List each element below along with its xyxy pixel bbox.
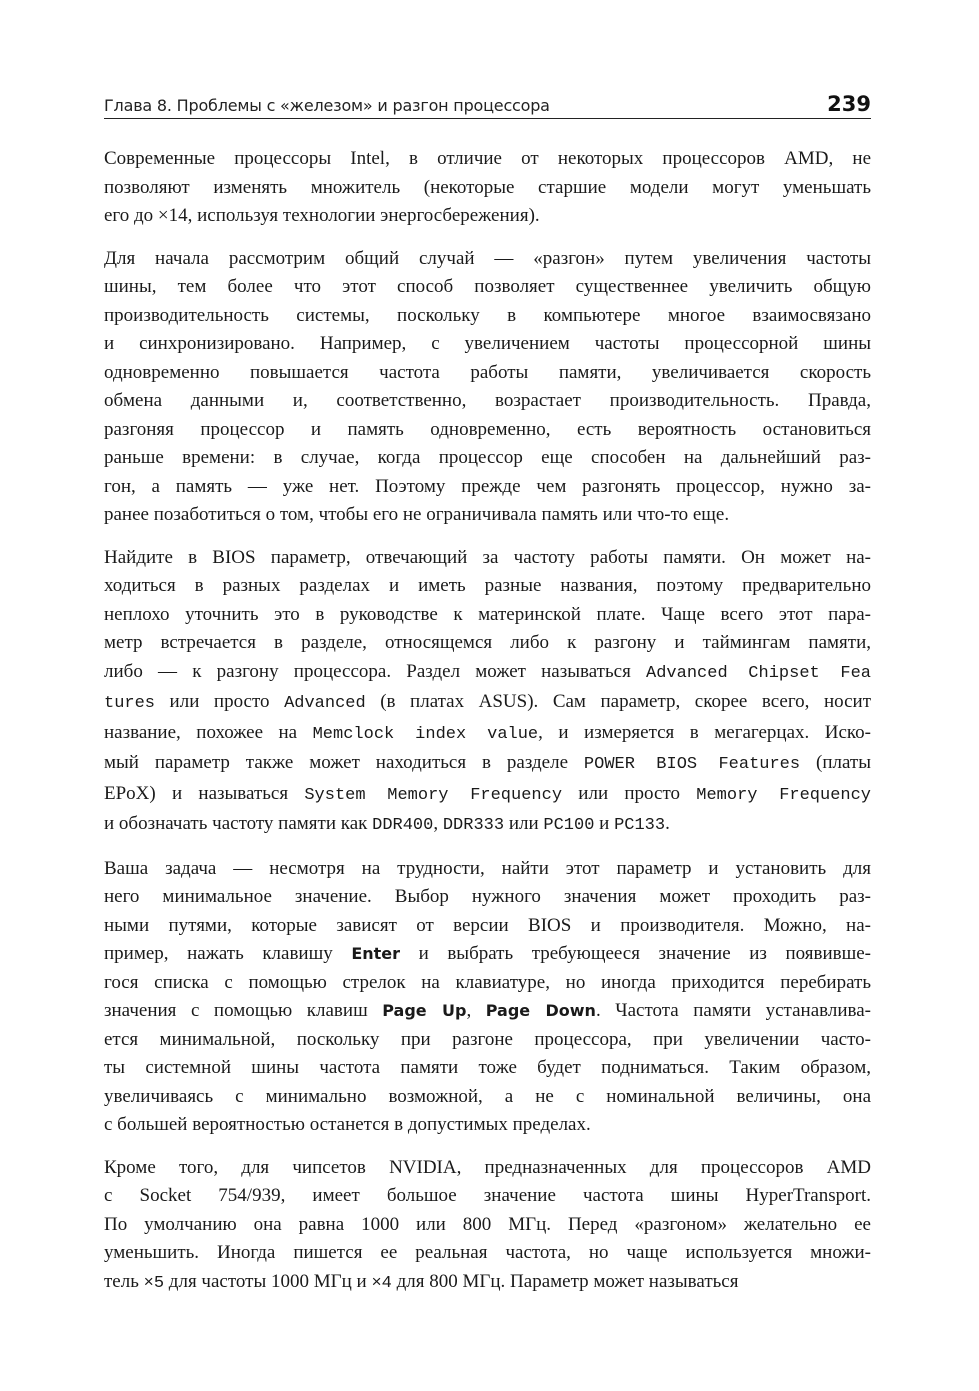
code-term: DDR333 xyxy=(442,816,505,835)
text-run: позволяют изменять множитель (некоторые старшие модели могут уменьшать xyxy=(104,176,871,198)
text-run: , xyxy=(466,1000,486,1021)
text-line xyxy=(104,273,871,302)
text-line xyxy=(104,416,871,445)
text-run: . Частота памяти устанавлива- xyxy=(595,1000,871,1021)
text-line xyxy=(104,912,871,941)
text-run: с большей вероятностью останется в допустимых пределах. xyxy=(104,1114,591,1135)
text-line xyxy=(104,658,871,689)
text-line xyxy=(104,855,871,884)
text-run: обмена данными и, соответственно, возрастает производительность. Правда, xyxy=(104,390,871,411)
text-run: ходиться в разных разделах и иметь разные названия, поэтому предварительно xyxy=(104,575,871,596)
text-run: , и измеряется в мегагерцах. Иско- xyxy=(538,721,871,743)
code-term: POWER BIOS Features xyxy=(583,755,801,774)
code-term: ×5 xyxy=(143,1273,165,1293)
code-term: Advanced xyxy=(284,694,366,713)
code-term: ×4 xyxy=(371,1273,392,1293)
code-term: DDR400 xyxy=(372,816,434,835)
text-run: , xyxy=(433,813,443,834)
text-line xyxy=(104,387,871,416)
text-run: неплохо уточнить это в руководстве к материнской плате. Чаще всего этот пара- xyxy=(104,603,871,625)
text-line xyxy=(104,1083,871,1112)
text-line xyxy=(104,969,871,998)
text-line xyxy=(104,629,871,658)
text-run: разгоняя процессор и память одновременно, есть вероятность остановиться xyxy=(104,418,871,440)
chapter-title: Глава 8. Проблемы с «железом» и разгон процессора xyxy=(104,96,550,115)
text-run: и обозначать частоту памяти как xyxy=(104,813,373,834)
text-run: (платы xyxy=(800,752,871,773)
code-term: Memclock index value xyxy=(312,724,539,744)
text-run: Найдите в BIOS параметр, отвечающий за частоту работы памяти. Он может на- xyxy=(104,546,871,568)
text-line xyxy=(104,572,871,601)
text-line xyxy=(104,302,871,331)
text-run: пример, нажать клавишу xyxy=(104,943,352,964)
text-run: для 800 МГц. Параметр может называться xyxy=(391,1270,739,1292)
text-line xyxy=(104,174,871,203)
code-term: PC100 xyxy=(543,816,595,835)
text-line xyxy=(104,601,871,630)
text-run: шины, тем более что этот способ позволяет существеннее увеличить общую xyxy=(104,276,871,297)
text-run: гося списка с помощью стрелок на клавиатуре, но иногда приходится перебирать xyxy=(104,971,871,993)
text-line xyxy=(104,883,871,912)
text-run: одновременно повышается частота работы памяти, увеличивается скорость xyxy=(104,361,871,383)
text-line xyxy=(104,810,871,841)
text-run: название, похожее на xyxy=(104,721,313,743)
code-term: Memory Frequency xyxy=(696,785,872,805)
running-header xyxy=(104,88,871,119)
text-line xyxy=(104,1239,871,1268)
code-term: tures xyxy=(104,694,156,713)
text-line xyxy=(104,1154,871,1183)
text-run: Современные процессоры Intel, в отличие от некоторых процессоров AMD, не xyxy=(104,148,871,169)
text-run: и xyxy=(594,813,615,834)
code-term: PC133 xyxy=(614,816,666,835)
page-number: 239 xyxy=(827,92,871,116)
text-run: Кроме того, для чипсетов NVIDIA, предназначенных для процессоров AMD xyxy=(104,1156,871,1178)
key-name: Page Up xyxy=(382,1001,467,1020)
text-run: (в платах ASUS). Сам параметр, скорее всего, носит xyxy=(365,691,871,712)
text-run: ется минимальной, поскольку при разгоне процессора, при увеличении часто- xyxy=(104,1028,871,1050)
text-run: для частоты 1000 МГц и xyxy=(164,1270,372,1292)
text-line xyxy=(104,1054,871,1083)
code-term: System Memory Frequency xyxy=(304,785,563,805)
text-line xyxy=(104,501,871,530)
text-run: . xyxy=(665,813,670,834)
paragraph xyxy=(104,855,871,1140)
code-term: Advanced Chipset Fea xyxy=(646,663,871,683)
text-run: или просто xyxy=(155,691,285,712)
text-run: мый параметр также может находиться в разделе xyxy=(104,752,584,773)
text-run: Ваша задача — несмотря на трудности, найти этот параметр и установить для xyxy=(104,857,871,879)
text-run: уменьшить. Иногда пишется ее реальная частота, но чаще используется множи- xyxy=(104,1242,871,1263)
text-run: увеличиваясь с минимально возможной, а не с номинальной величины, она xyxy=(104,1085,871,1107)
text-run: тель xyxy=(104,1270,144,1292)
text-run: его до ×14, используя технологии энергосбережения). xyxy=(104,205,540,226)
text-line xyxy=(104,1268,871,1299)
text-line xyxy=(104,780,871,811)
text-line xyxy=(104,1211,871,1240)
text-run: ными путями, которые зависят от версии BIOS и производителя. Можно, на- xyxy=(104,914,871,936)
paragraph xyxy=(104,544,871,841)
text-line xyxy=(104,749,871,780)
text-run: По умолчанию она равна 1000 или 800 МГц. Перед «разгоном» желательно ее xyxy=(104,1213,871,1235)
text-line xyxy=(104,359,871,388)
text-run: или xyxy=(504,813,544,834)
text-run: и синхронизировано. Например, с увеличением частоты процессорной шины xyxy=(104,333,871,354)
paragraph xyxy=(104,145,871,231)
text-run: ты системной шины частота памяти тоже будет подниматься. Таким образом, xyxy=(104,1057,871,1078)
text-run: или просто xyxy=(562,782,697,804)
text-run: значения с помощью клавиш xyxy=(104,1000,383,1021)
text-run: EPoX) и называться xyxy=(104,782,305,804)
text-run: раньше времени: в случае, когда процессор еще способен на дальнейший раз- xyxy=(104,447,871,468)
body-text xyxy=(104,145,871,1312)
text-line xyxy=(104,202,871,231)
text-line xyxy=(104,1182,871,1211)
text-line xyxy=(104,1026,871,1055)
text-line xyxy=(104,719,871,750)
text-line xyxy=(104,330,871,359)
text-run: с Socket 754/939, имеет большое значение частота шины HyperTransport. xyxy=(104,1185,871,1206)
text-line xyxy=(104,473,871,502)
text-run: метр встречается в разделе, относящемся либо к разгону и таймингам памяти, xyxy=(104,632,871,653)
text-line xyxy=(104,145,871,174)
text-line xyxy=(104,997,871,1026)
paragraph xyxy=(104,245,871,530)
text-run: производительность системы, поскольку в компьютере многое взаимосвязано xyxy=(104,304,871,326)
text-run: и выбрать требующееся значение из появивше- xyxy=(400,943,871,964)
key-name: Enter xyxy=(351,944,401,963)
text-line xyxy=(104,688,871,719)
text-run: него минимальное значение. Выбор нужного значения может проходить раз- xyxy=(104,886,871,907)
text-line xyxy=(104,444,871,473)
key-name: Page Down xyxy=(485,1001,596,1020)
text-run: ранее позаботиться о том, чтобы его не ограничивала память или что-то еще. xyxy=(104,504,730,525)
text-run: Для начала рассмотрим общий случай — «разгон» путем увеличения частоты xyxy=(104,247,871,269)
text-line xyxy=(104,940,871,969)
text-run: гон, а память — уже нет. Поэтому прежде чем разгонять процессор, нужно за- xyxy=(104,475,871,497)
paragraph xyxy=(104,1154,871,1299)
text-line xyxy=(104,1111,871,1140)
text-run: либо — к разгону процессора. Раздел может называться xyxy=(104,660,647,682)
text-line xyxy=(104,245,871,274)
text-line xyxy=(104,544,871,573)
